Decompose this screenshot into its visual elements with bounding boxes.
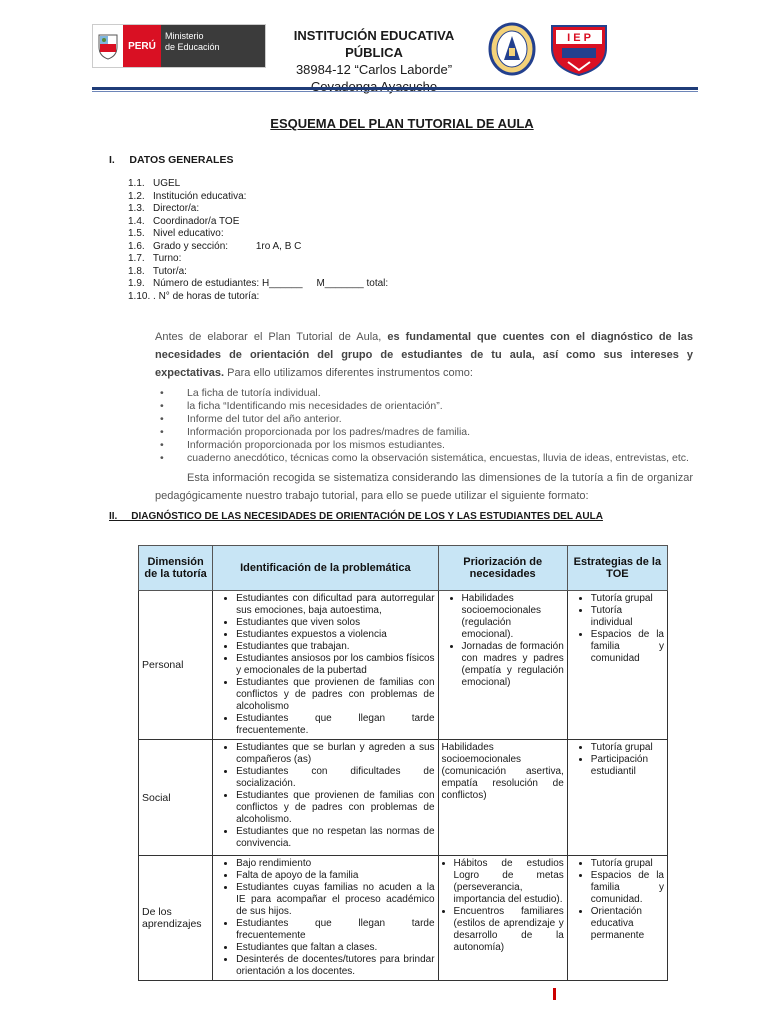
- cursor-mark: [553, 988, 556, 1000]
- list-item: • Estudiantes cuyas familias no acuden a la IE para acompañar el proceso académico de sus hijos.: [236, 882, 434, 918]
- svg-text:I E P: I E P: [567, 32, 591, 44]
- strategies-cell: [567, 856, 667, 981]
- intro-paragraph: [155, 328, 693, 382]
- list-item: • Encuentros familiares (estilos de aprendizaje y desarrollo de la autonomía): [454, 906, 564, 954]
- list-item: • Orientación educativa permanente: [591, 906, 664, 942]
- header-rule-thin: [92, 91, 698, 92]
- school-code: 38984-12 “Carlos Laborde”: [295, 62, 453, 77]
- list-item-text: Información proporcionada por los padres/madres de familia.: [187, 426, 471, 438]
- list-item: [160, 413, 689, 426]
- section-2-heading: II. DIAGNÓSTICO DE LAS NECESIDADES DE ORIENTACIÓN DE LOS Y LAS ESTUDIANTES DEL AULA: [109, 511, 603, 522]
- list-item: • Estudiantes con dificultades de socialización.: [236, 766, 434, 790]
- bullet-icon: •: [160, 400, 164, 412]
- general-data-list: [128, 178, 388, 303]
- problems-cell: [213, 856, 438, 981]
- list-item: • Estudiantes que faltan a clases.: [236, 942, 434, 954]
- list-item: • Estudiantes que se burlan y agreden a sus compañeros (as): [236, 742, 434, 766]
- list-item: [160, 452, 689, 465]
- list-item: • Tutoría grupal: [591, 742, 664, 754]
- list-item: • Estudiantes expuestos a violencia: [236, 629, 434, 641]
- intro-text-a: Antes de elaborar el Plan Tutorial de Aula,: [155, 331, 388, 343]
- general-data-item: 1.7. Turno:: [128, 253, 182, 264]
- page-title: ESQUEMA DEL PLAN TUTORIAL DE AULA: [270, 116, 534, 131]
- general-data-item: 1.9. Número de estudiantes: H______ M_______ total:: [128, 278, 389, 289]
- table-row: [139, 740, 668, 856]
- dimension-social: Social: [139, 740, 213, 856]
- list-item: • Estudiantes con dificultad para autorregular sus emociones, baja autoestima,: [236, 593, 434, 617]
- general-data-item: 1.3. Director/a:: [128, 203, 200, 214]
- list-item-text: Información proporcionada por los mismos estudiantes.: [187, 439, 445, 451]
- list-item: [160, 439, 689, 452]
- bullet-icon: •: [160, 426, 164, 438]
- bullet-icon: •: [160, 439, 164, 451]
- peru-label: PERÚ: [123, 25, 161, 67]
- ministry-logo: [92, 24, 266, 68]
- problems-cell: [213, 591, 438, 740]
- list-item: • Falta de apoyo de la familia: [236, 870, 434, 882]
- coat-of-arms-icon: [93, 25, 123, 67]
- general-data-item: 1.10. . N° de horas de tutoría:: [128, 290, 260, 302]
- list-item: • Estudiantes que llegan tarde frecuentemente.: [236, 713, 434, 737]
- needs-cell: [438, 856, 567, 981]
- iep-school-crest-icon: [548, 24, 610, 76]
- ministry-label: Ministerio de Educación: [161, 25, 265, 67]
- list-item: • Estudiantes que provienen de familias con conflictos y de padres con problemas de alcoholismo.: [236, 790, 434, 826]
- needs-cell: Habilidades socioemocionales (comunicación asertiva, empatía resolución de conflictos): [438, 740, 567, 856]
- school-heading: [264, 27, 484, 95]
- dimension-learning: De los aprendizajes: [139, 856, 213, 981]
- list-item-text: La ficha de tutoría individual.: [187, 387, 321, 399]
- bullet-icon: •: [160, 452, 164, 464]
- list-item: • Estudiantes que provienen de familias con conflictos y de padres con problemas de alcoholismo: [236, 677, 434, 713]
- intro-text-c: Para ello utilizamos diferentes instrumentos como:: [224, 367, 473, 379]
- strategies-cell: [567, 740, 667, 856]
- list-item-text: Informe del tutor del año anterior.: [187, 413, 342, 425]
- general-data-item: 1.4. Coordinador/a TOE: [128, 215, 240, 227]
- bullet-icon: •: [160, 387, 164, 399]
- list-item: • Tutoría grupal: [591, 858, 664, 870]
- list-item: • Bajo rendimiento: [236, 858, 434, 870]
- general-data-item: 1.2. Institución educativa:: [128, 190, 247, 202]
- header-dimension: Dimensión de la tutoría: [139, 546, 213, 591]
- problems-cell: [213, 740, 438, 856]
- needs-cell: [438, 591, 567, 740]
- list-item-text: la ficha “Identificando mis necesidades de orientación”.: [187, 400, 443, 412]
- intro-text-bold: es fundamental que cuentes con el diagnóstico de las necesidades de orientación del grupo de estudiantes de tu aula, así como sus intereses y expectativas.: [155, 331, 693, 379]
- header-rule: [92, 87, 698, 90]
- list-item: • Tutoría grupal: [591, 593, 664, 605]
- list-item-text: cuaderno anecdótico, técnicas como la observación sistemática, encuestas, lluvia de ideas, entrevistas, etc.: [187, 452, 689, 464]
- list-item: • Estudiantes ansiosos por los cambios físicos y emocionales de la pubertad: [236, 653, 434, 677]
- diagnosis-table: [138, 545, 668, 981]
- list-item: [160, 387, 689, 400]
- strategies-cell: [567, 591, 667, 740]
- list-item: • Estudiantes que trabajan.: [236, 641, 434, 653]
- list-item: [160, 400, 689, 413]
- list-item: • Tutoría individual: [591, 605, 664, 629]
- list-item: • Estudiantes que viven solos: [236, 617, 434, 629]
- bullet-icon: •: [160, 413, 164, 425]
- section-1-heading: I. DATOS GENERALES: [109, 154, 234, 166]
- table-row: [139, 591, 668, 740]
- header-strategies: Estrategias de la TOE: [567, 546, 667, 591]
- closing-paragraph: Esta información recogida se sistematiza considerando las dimensiones de la tutoría a fin de organizar pedagógicamente nuestro trabajo tutorial, para ello se puede utilizar el siguiente formato:: [155, 472, 693, 502]
- general-data-item: 1.1. UGEL: [128, 178, 181, 189]
- regional-seal-icon: [488, 22, 536, 76]
- list-item: • Habilidades socioemocionales (regulación emocional).: [462, 593, 564, 641]
- list-item: • Espacios de la familia y comunidad: [591, 629, 664, 665]
- school-name: INSTITUCIÓN EDUCATIVA PÚBLICA: [293, 28, 455, 60]
- instruments-list: [160, 387, 689, 465]
- general-data-item: 1.6. Grado y sección: 1ro A, B C: [128, 240, 302, 252]
- list-item: • Estudiantes que llegan tarde frecuentemente: [236, 918, 434, 942]
- dimension-personal: Personal: [139, 591, 213, 740]
- list-item: • Participación estudiantil: [591, 754, 664, 778]
- general-data-item: 1.5. Nivel educativo:: [128, 228, 224, 239]
- list-item: [160, 426, 689, 439]
- list-item: • Estudiantes que no respetan las normas de convivencia.: [236, 826, 434, 850]
- header-needs: Priorización de necesidades: [438, 546, 567, 591]
- table-row: [139, 856, 668, 981]
- list-item: • Espacios de la familia y comunidad.: [591, 870, 664, 906]
- list-item: • Jornadas de formación con madres y padres (empatía y regulación emocional): [462, 641, 564, 689]
- list-item: • Desinterés de docentes/tutores para brindar orientación a los docentes.: [236, 954, 434, 978]
- list-item: • Hábitos de estudios Logro de metas (perseverancia, importancia del estudio).: [454, 858, 564, 906]
- header-problems: Identificación de la problemática: [213, 546, 438, 591]
- general-data-item: 1.8. Tutor/a:: [128, 265, 187, 277]
